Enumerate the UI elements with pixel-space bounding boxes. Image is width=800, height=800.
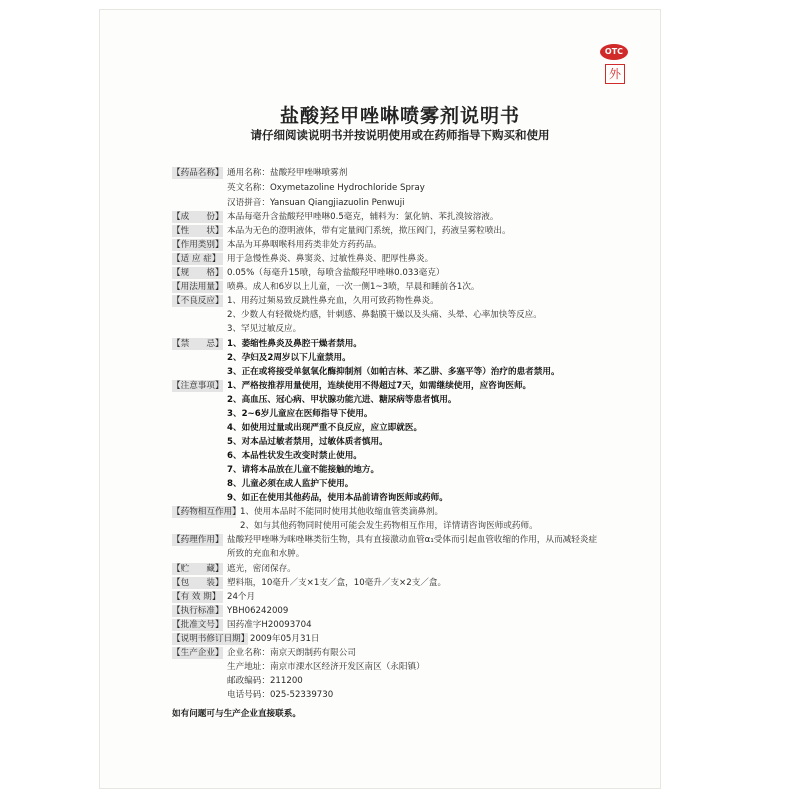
section-label: 【药品名称】 — [172, 168, 224, 178]
section-label: 【注意事项】 — [172, 381, 224, 391]
section-label: 【禁 忌】 — [172, 339, 224, 349]
section-label: 【用法用量】 — [172, 282, 224, 292]
section-label: 【批准文号】 — [172, 620, 224, 630]
external-use-badge: 外 — [605, 64, 625, 84]
section-line: 英文名称：Oxymetazoline Hydrochloride Spray — [227, 183, 425, 193]
section-label: 【有 效 期】 — [172, 591, 223, 603]
section-label: 【性 状】 — [172, 226, 224, 236]
section-line: 用于急慢性鼻炎、鼻窦炎、过敏性鼻炎、肥厚性鼻炎。 — [227, 254, 434, 264]
section-line: 1、严格按推荐用量使用，连续使用不得超过7天，如需继续使用，应咨询医师。 — [227, 381, 532, 391]
section-line: 汉语拼音：Yansuan Qiangjiazuolin Penwuji — [227, 198, 405, 208]
section-label: 【规 格】 — [172, 268, 224, 278]
section-line: 0.05%（每毫升15喷，每喷含盐酸羟甲唑啉0.033毫克） — [227, 268, 445, 278]
section-line: 4、如使用过量或出现严重不良反应，应立即就医。 — [227, 423, 423, 433]
section-line: 1、用药过频易致反跳性鼻充血，久用可致药物性鼻炎。 — [227, 296, 439, 306]
section-label: 【适 应 症】 — [172, 253, 223, 265]
section-line: 5、对本品过敏者禁用，过敏体质者慎用。 — [227, 437, 388, 447]
section-label: 【包 装】 — [172, 578, 224, 588]
section-label: 【药理作用】 — [172, 535, 224, 545]
section-line: 3、2~6岁儿童应在医师指导下使用。 — [227, 409, 373, 419]
section-label: 【说明书修订日期】 — [172, 634, 250, 644]
contact-note: 如有问题可与生产企业直接联系。 — [172, 709, 301, 719]
section-line: 生产地址：南京市溧水区经济开发区南区（永阳镇） — [227, 662, 425, 672]
section-line: 本品每毫升含盐酸羟甲唑啉0.5毫克，辅料为：氯化钠、苯扎溴铵溶液。 — [227, 212, 499, 222]
document-subtitle: 请仔细阅读说明书并按说明使用或在药师指导下购买和使用 — [250, 128, 550, 142]
section-line: 2、孕妇及2周岁以下儿童禁用。 — [227, 353, 351, 363]
section-line: 盐酸羟甲唑啉为咪唑啉类衍生物，具有直接激动血管α₁受体而引起血管收缩的作用，从而减轻炎症 — [227, 535, 598, 545]
document-title: 盐酸羟甲唑啉喷雾剂说明书 — [279, 105, 520, 127]
section-line: 7、请将本品放在儿童不能接触的地方。 — [227, 465, 380, 475]
section-line: 本品为耳鼻咽喉科用药类非处方药药品。 — [227, 240, 382, 250]
section-line: 3、罕见过敏反应。 — [227, 324, 302, 334]
section-line: 通用名称：盐酸羟甲唑啉喷雾剂 — [227, 168, 348, 178]
section-line: 6、本品性状发生改变时禁止使用。 — [227, 451, 362, 461]
section-line: 9、如正在使用其他药品，使用本品前请咨询医师或药师。 — [227, 493, 448, 503]
section-line: 2、少数人有轻微烧灼感，针刺感、鼻黏膜干燥以及头痛、头晕、心率加快等反应。 — [227, 310, 542, 320]
section-label: 【贮 藏】 — [172, 564, 224, 574]
section-line: 国药准字H20093704 — [227, 620, 312, 630]
section-line: 2、如与其他药物同时使用可能会发生药物相互作用，详情请咨询医师或药师。 — [240, 521, 538, 531]
section-line: 邮政编码：211200 — [227, 676, 303, 686]
section-line: 8、儿童必须在成人监护下使用。 — [227, 479, 354, 489]
section-label: 【不良反应】 — [172, 296, 224, 306]
section-line: 2、高血压、冠心病、甲状腺功能亢进、糖尿病等患者慎用。 — [227, 395, 457, 405]
section-line: 所致的充血和水肿。 — [227, 549, 305, 559]
section-label: 【作用类别】 — [172, 240, 224, 250]
section-line: 电话号码：025-52339730 — [227, 690, 334, 700]
section-line: 1、使用本品时不能同时使用其他收缩血管类滴鼻剂。 — [240, 507, 444, 517]
section-label: 【药物相互作用】 — [172, 507, 241, 517]
section-line: 企业名称：南京天朗制药有限公司 — [227, 648, 356, 658]
section-line: 喷鼻。成人和6岁以上儿童，一次一侧1~3喷，早晨和睡前各1次。 — [227, 282, 480, 292]
section-label: 【成 份】 — [172, 212, 224, 222]
section-label: 【生产企业】 — [172, 648, 224, 658]
section-label: 【执行标准】 — [172, 606, 224, 616]
section-line: 塑料瓶，10毫升／支×1支／盒，10毫升／支×2支／盒。 — [227, 578, 447, 588]
section-line: 3、正在或将接受单氨氧化酶抑制剂（如帕吉林、苯乙肼、多塞平等）治疗的患者禁用。 — [227, 367, 560, 377]
section-line: 本品为无色的澄明液体，带有定量阀门系统，揿压阀门，药液呈雾粒喷出。 — [227, 226, 511, 236]
section-line: 1、萎缩性鼻炎及鼻腔干燥者禁用。 — [227, 339, 362, 349]
otc-badge: OTC — [600, 44, 628, 60]
section-line: 遮光，密闭保存。 — [227, 564, 296, 574]
section-line: 2009年05月31日 — [250, 634, 320, 644]
section-line: YBH06242009 — [227, 606, 289, 616]
section-line: 24个月 — [227, 592, 256, 602]
